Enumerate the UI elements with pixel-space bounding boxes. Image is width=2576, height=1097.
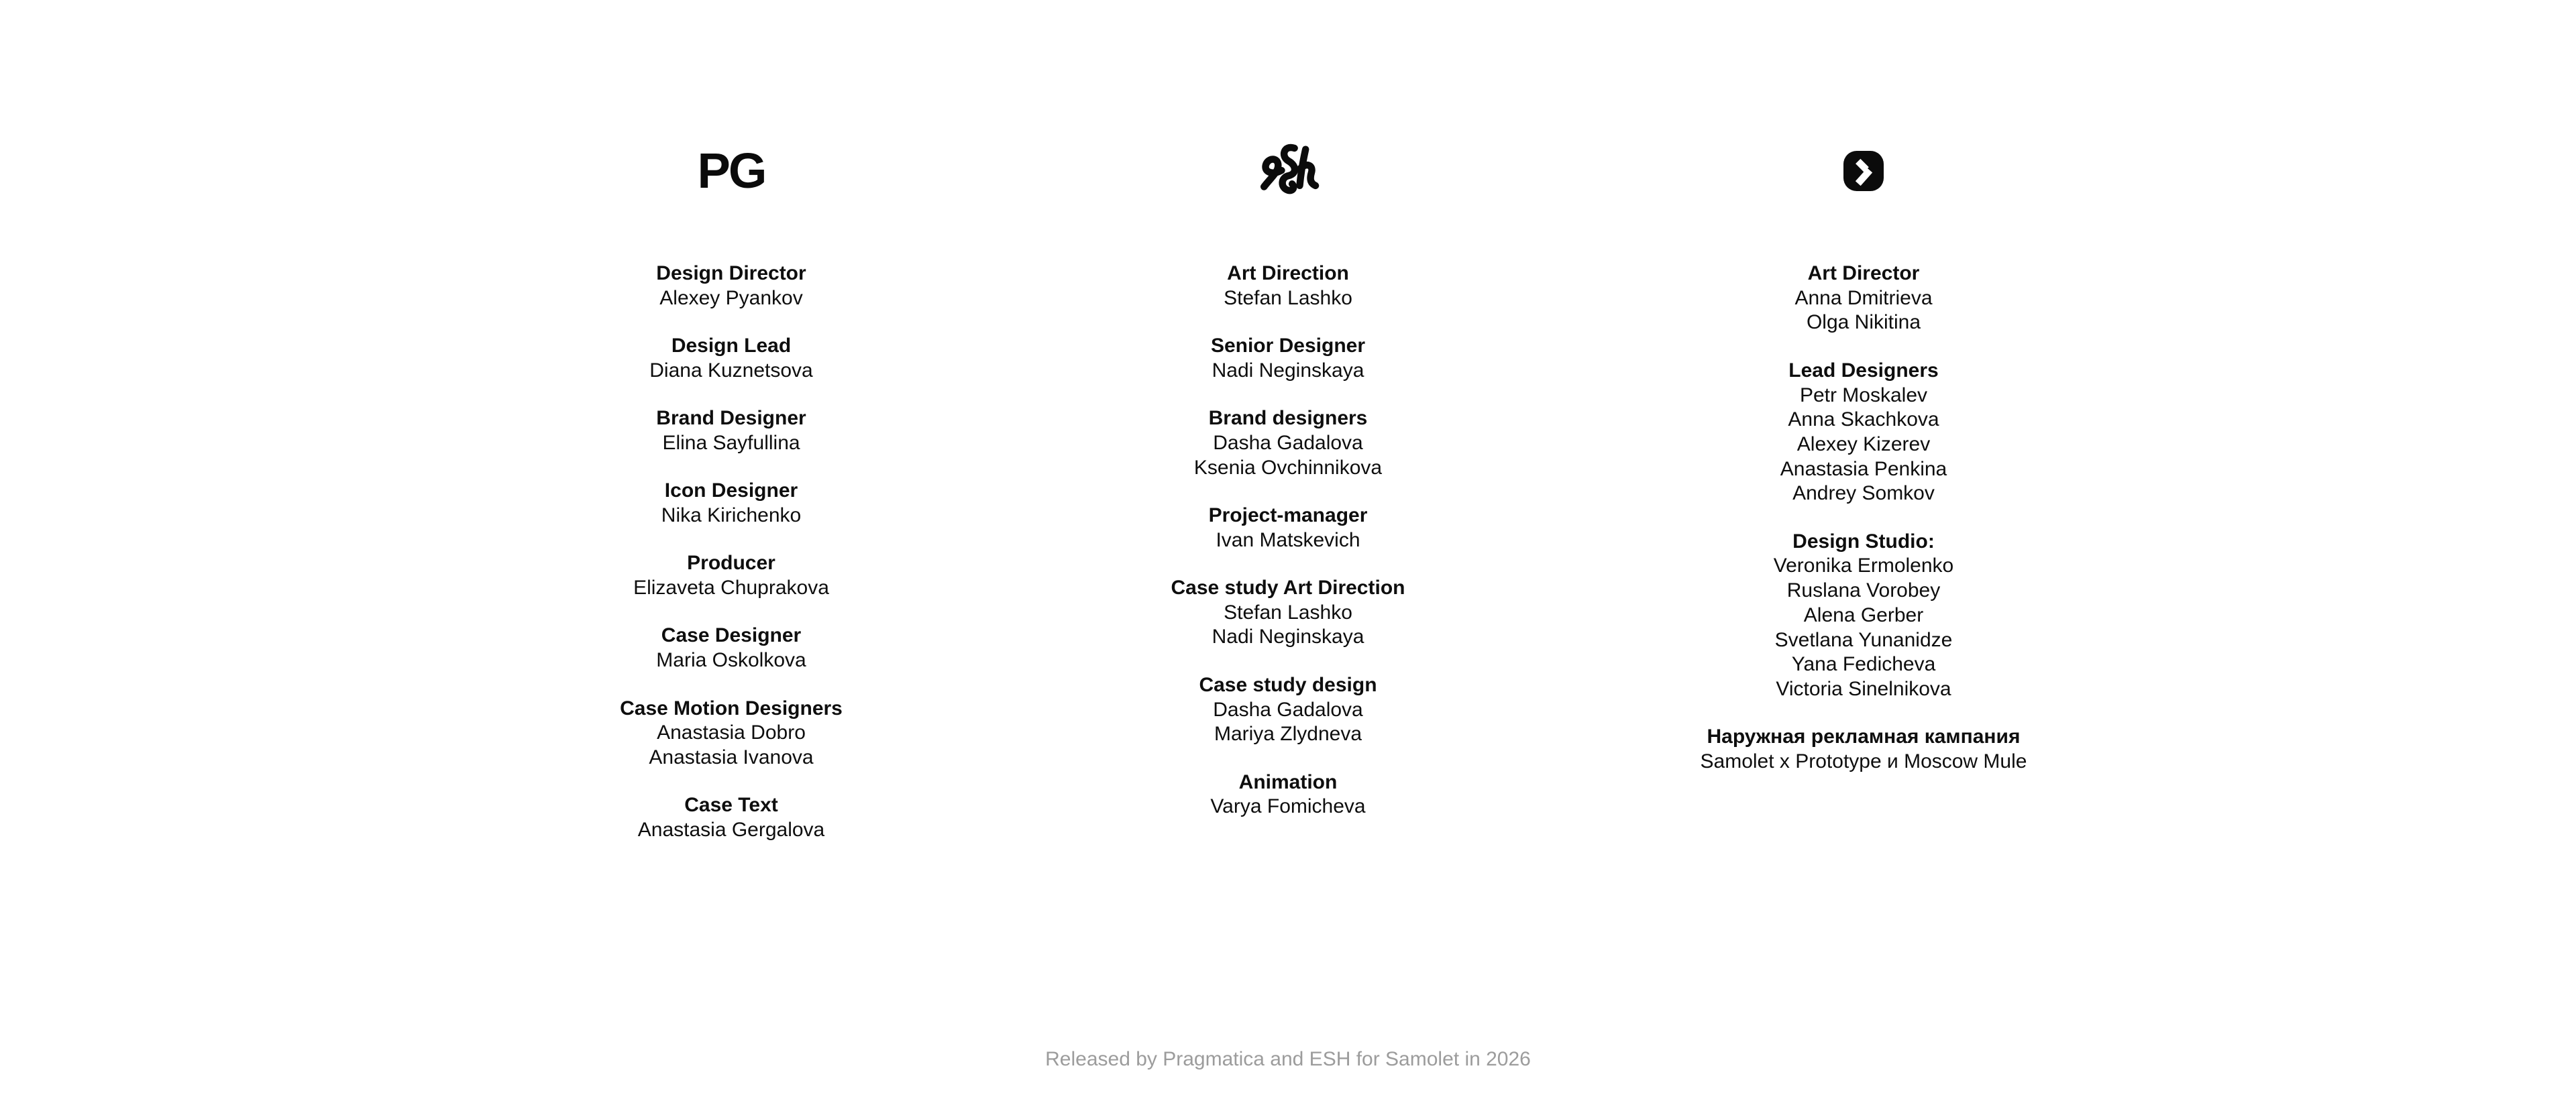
person-name: Anastasia Ivanova bbox=[649, 746, 814, 768]
role-heading: Case study Art Direction bbox=[1171, 577, 1405, 599]
person-name: Ruslana Vorobey bbox=[1786, 579, 1941, 602]
person-name: Alena Gerber bbox=[1803, 603, 1924, 626]
person-name: Anastasia Dobro bbox=[657, 721, 806, 744]
person-name: Nika Kirichenko bbox=[661, 504, 802, 526]
person-name: Svetlana Yunanidze bbox=[1774, 628, 1953, 651]
person-name: Andrey Somkov bbox=[1792, 482, 1935, 505]
credits-list-esh bbox=[986, 262, 1590, 819]
role-heading: Senior Designer bbox=[1210, 335, 1366, 357]
credits-list-samolet bbox=[1562, 262, 2165, 774]
credits-group bbox=[1562, 359, 2165, 506]
column-pragmatica bbox=[429, 0, 1033, 843]
person-name: Stefan Lashko bbox=[1224, 286, 1352, 309]
person-name: Anna Dmitrieva bbox=[1794, 286, 1933, 309]
credits-group bbox=[986, 504, 1590, 553]
pragmatica-logo: PG bbox=[697, 143, 765, 198]
samolet-logo-wrap bbox=[1562, 137, 2165, 205]
credits-group bbox=[429, 793, 1033, 842]
credits-group bbox=[429, 697, 1033, 770]
person-name: Diana Kuznetsova bbox=[649, 359, 813, 382]
person-name: Nadi Neginskaya bbox=[1212, 359, 1364, 382]
credits-group bbox=[429, 479, 1033, 528]
role-heading: Brand Designer bbox=[656, 407, 806, 430]
person-name: Varya Fomicheva bbox=[1210, 795, 1366, 818]
person-name: Yana Fedicheva bbox=[1791, 653, 1936, 676]
person-name: Ksenia Ovchinnikova bbox=[1193, 456, 1383, 479]
person-name: Nadi Neginskaya bbox=[1212, 626, 1364, 648]
person-name: Elina Sayfullina bbox=[662, 431, 800, 454]
role-heading: Lead Designers bbox=[1788, 359, 1939, 382]
credits-list-pragmatica bbox=[429, 262, 1033, 843]
role-heading: Наружная рекламная кампания bbox=[1707, 726, 2021, 748]
person-name: Ivan Matskevich bbox=[1216, 528, 1360, 551]
credits-group bbox=[986, 576, 1590, 650]
samolet-logo bbox=[1843, 151, 1884, 191]
role-heading: Design Studio: bbox=[1792, 530, 1935, 553]
person-name: Maria Oskolkova bbox=[656, 649, 806, 672]
person-name: Olga Nikitina bbox=[1806, 311, 1921, 334]
credits-group bbox=[1562, 530, 2165, 702]
credits-group bbox=[986, 673, 1590, 747]
person-name: Elizaveta Chuprakova bbox=[633, 577, 829, 599]
credits-group bbox=[429, 334, 1033, 383]
role-heading: Animation bbox=[1238, 770, 1338, 793]
credits-group bbox=[986, 406, 1590, 480]
column-esh bbox=[986, 0, 1590, 819]
credits-group bbox=[986, 262, 1590, 310]
role-heading: Design Lead bbox=[671, 335, 792, 357]
role-heading: Project-manager bbox=[1208, 504, 1368, 526]
role-heading: Case study design bbox=[1199, 673, 1377, 696]
credits-group bbox=[429, 551, 1033, 600]
role-heading: Case Text bbox=[684, 794, 778, 817]
person-name: Mariya Zlydneva bbox=[1214, 723, 1362, 746]
role-heading: Case Designer bbox=[661, 624, 802, 647]
role-heading: Brand designers bbox=[1208, 407, 1368, 430]
credits-group bbox=[986, 334, 1590, 383]
credits-group bbox=[1562, 262, 2165, 335]
person-name: Petr Moskalev bbox=[1799, 384, 1928, 406]
person-name: Anastasia Penkina bbox=[1780, 457, 1947, 480]
credits-group bbox=[986, 770, 1590, 819]
credits-group bbox=[429, 406, 1033, 455]
role-heading: Art Direction bbox=[1227, 262, 1349, 284]
credits-group bbox=[429, 624, 1033, 673]
credits-group bbox=[429, 262, 1033, 310]
pragmatica-logo-wrap bbox=[429, 137, 1033, 205]
release-note: Released by Pragmatica and ESH for Samolet in 2026 bbox=[1045, 1048, 1531, 1070]
person-name: Samolet x Prototype и Moscow Mule bbox=[1700, 750, 2027, 773]
person-name: Alexey Kizerev bbox=[1796, 432, 1931, 455]
credits-group bbox=[1562, 725, 2165, 774]
person-name: Victoria Sinelnikova bbox=[1776, 677, 1951, 700]
person-name: Anastasia Gergalova bbox=[637, 819, 825, 842]
esh-logo-wrap bbox=[986, 137, 1590, 205]
person-name: Anna Skachkova bbox=[1788, 408, 1939, 431]
role-heading: Art Director bbox=[1807, 262, 1920, 284]
person-name: Dasha Gadalova bbox=[1213, 431, 1363, 454]
person-name: Stefan Lashko bbox=[1224, 601, 1352, 624]
person-name: Veronika Ermolenko bbox=[1773, 555, 1954, 577]
role-heading: Icon Designer bbox=[664, 479, 798, 502]
role-heading: Case Motion Designers bbox=[620, 697, 843, 719]
role-heading: Producer bbox=[687, 552, 775, 575]
person-name: Dasha Gadalova bbox=[1213, 698, 1363, 721]
role-heading: Design Director bbox=[656, 262, 806, 284]
person-name: Alexey Pyankov bbox=[659, 286, 803, 309]
esh-logo bbox=[1256, 139, 1320, 203]
column-samolet bbox=[1562, 0, 2165, 774]
